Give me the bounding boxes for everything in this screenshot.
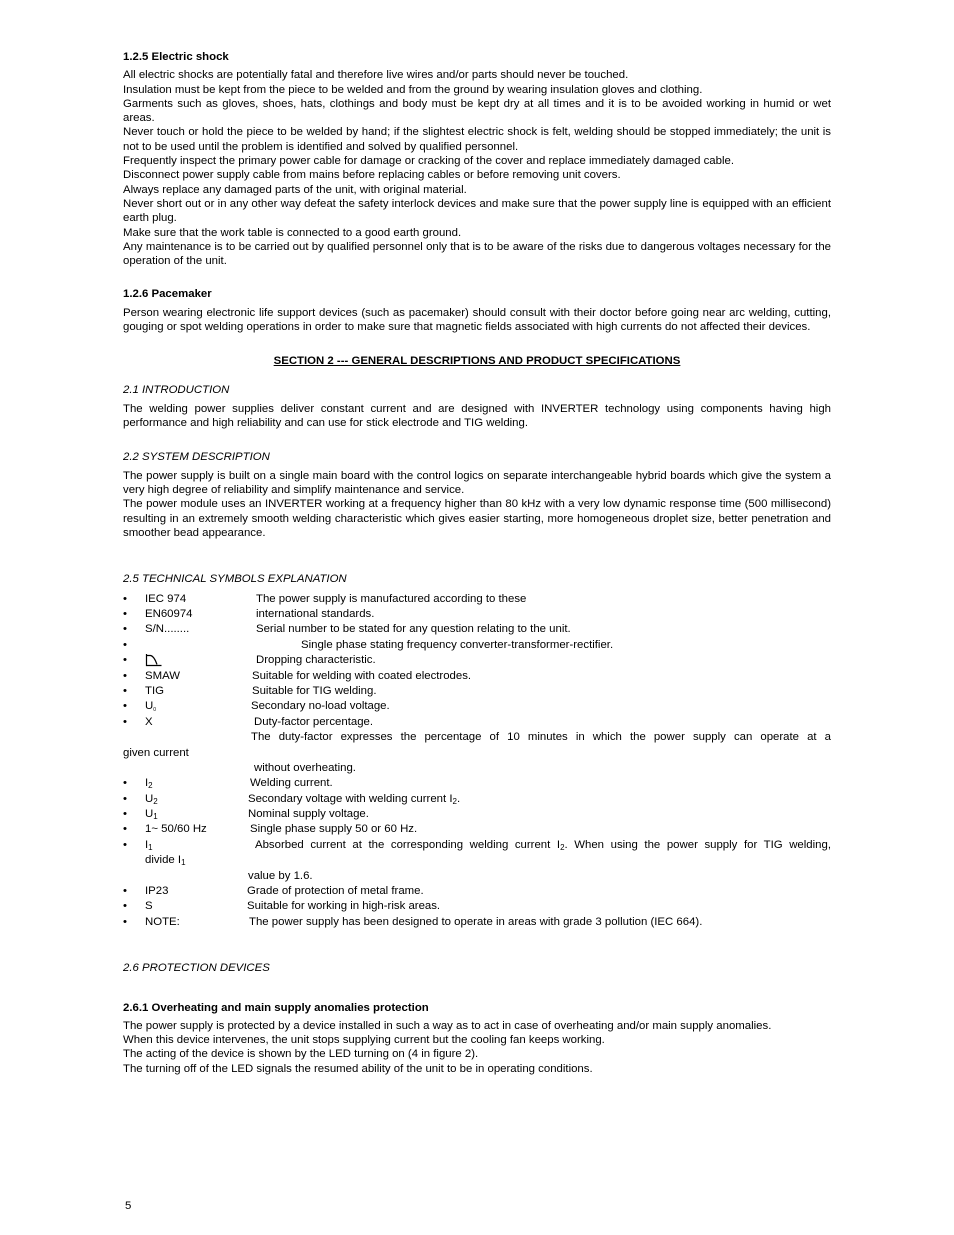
symbol-row-dropping: • Dropping characteristic. bbox=[123, 653, 831, 668]
paragraph: Never touch or hold the piece to be welded by hand; if the slightest electric shock is felt, welding should be stopped immediately; the unit is not to be used until the problem is identified and solved by qualified personnel. bbox=[123, 126, 831, 153]
heading-overheating-protection: 2.6.1 Overheating and main supply anomalies protection bbox=[123, 1001, 429, 1014]
paragraph: Insulation must be kept from the piece to be welded and from the ground by wearing insulation gloves and clothing. bbox=[123, 83, 703, 96]
symbol-row-iec: • IEC 974 The power supply is manufactured according to these bbox=[123, 592, 527, 605]
paragraph: Frequently inspect the primary power cable for damage or cracking of the cover and replace immediately damaged cable. bbox=[123, 155, 734, 168]
absorbed-current-continuation: divide $I_1$ bbox=[145, 854, 186, 868]
paragraph: All electric shocks are potentially fatal and therefore live wires and/or parts should never be touched. bbox=[123, 69, 629, 82]
duty-factor-explanation-line: given current bbox=[123, 746, 189, 759]
paragraph: The power module uses an INVERTER working at a frequency higher than 80 kHz with a very low dynamic response time (500 millisecond) resulting in an extremely smooth welding characteristic which gives easier starting, more homogeneous droplet size, better penetration and smoother bead appearance. bbox=[123, 498, 831, 540]
section-2-title: SECTION 2 --- GENERAL DESCRIPTIONS AND PRODUCT SPECIFICATIONS bbox=[273, 355, 681, 368]
paragraph: The power supply is protected by a device installed in such a way as to act in case of overheating and/or main supply anomalies. bbox=[123, 1019, 772, 1032]
paragraph: The acting of the device is shown by the LED turning on (4 in figure 2). bbox=[123, 1048, 479, 1061]
heading-system-description: 2.2 SYSTEM DESCRIPTION bbox=[123, 450, 270, 463]
paragraph: The power supply is built on a single main board with the control logics on separate interchangeable hybrid boards which give the system a very high degree of reliability and simplify maintenance and service. bbox=[123, 469, 831, 497]
paragraph: When this device intervenes, the unit stops supplying current but the cooling fan keeps working. bbox=[123, 1034, 605, 1047]
section-2-2 bbox=[123, 450, 831, 541]
section-1-2-6 bbox=[123, 287, 831, 334]
symbol-row-x: • X Duty-factor percentage. bbox=[123, 715, 374, 728]
symbol-row-ip23: • IP23 Grade of protection of metal frame. bbox=[123, 885, 424, 898]
paragraph: Disconnect power supply cable from mains before replacing cables or before removing unit covers. bbox=[123, 169, 621, 182]
heading-introduction: 2.1 INTRODUCTION bbox=[123, 383, 230, 396]
document-body bbox=[123, 50, 831, 1076]
paragraph: The welding power supplies deliver constant current and are designed with INVERTER technology using components having high performance and high reliability and can use for stick electrode and TIG welding. bbox=[123, 402, 831, 430]
heading-electric-shock: 1.2.5 Electric shock bbox=[123, 51, 229, 63]
symbol-row-u0: • $U_0$ Secondary no-load voltage. bbox=[123, 700, 390, 714]
paragraph: Garments such as gloves, shoes, hats, clothings and body must be kept dry at all times and it is to be avoided working in humid or wet areas. bbox=[123, 97, 831, 125]
symbol-row-note: • NOTE: The power supply has been designed to operate in areas with grade 3 pollution (IEC 664). bbox=[123, 915, 703, 928]
paragraph: Never short out or in any other way defeat the safety interlock devices and make sure that the power supply line is equipped with an efficient earth plug. bbox=[123, 197, 831, 225]
section-2-5 bbox=[123, 572, 831, 930]
symbol-row-en: • EN60974 international standards. bbox=[123, 608, 375, 620]
symbol-row-smaw: • SMAW Suitable for welding with coated electrodes. bbox=[123, 669, 472, 682]
absorbed-current-continuation: value by 1.6. bbox=[248, 869, 313, 882]
section-2-6 bbox=[123, 961, 831, 975]
symbol-row-hz: • 1~ 50/60 Hz Single phase supply 50 or 60 Hz. bbox=[123, 823, 418, 836]
symbol-row-i1: • $I_1$ Absorbed current at the corresponding welding current $I_2$. When using the power supply for TIG welding, bbox=[123, 838, 831, 852]
duty-factor-explanation-line: without overheating. bbox=[254, 761, 356, 774]
paragraph: Always replace any damaged parts of the unit, with original material. bbox=[123, 183, 467, 196]
symbol-row-u1: • $U_1$ Nominal supply voltage. bbox=[123, 808, 369, 822]
section-2-1 bbox=[123, 383, 831, 431]
dropping-characteristic-icon bbox=[145, 653, 163, 669]
section-1-2-5 bbox=[123, 50, 831, 268]
heading-pacemaker: 1.2.6 Pacemaker bbox=[123, 288, 212, 301]
paragraph: The turning off of the LED signals the resumed ability of the unit to be in operating conditions. bbox=[123, 1062, 593, 1075]
section-2-6-1 bbox=[123, 1001, 831, 1076]
symbol-row-i2: • $I_2$ Welding current. bbox=[123, 777, 333, 791]
heading-protection-devices: 2.6 PROTECTION DEVICES bbox=[123, 962, 270, 975]
page-number: 5 bbox=[125, 1200, 132, 1212]
symbol-row-sn: • S/N........ Serial number to be stated for any question relating to the unit. bbox=[123, 623, 571, 636]
symbol-row-converter: • Single phase stating frequency converter-transformer-rectifier. bbox=[123, 638, 614, 651]
paragraph: Person wearing electronic life support devices (such as pacemaker) should consult with their doctor before going near arc welding, cutting, gouging or spot welding operations in order to make sure that magnetic fields associated with high currents do not affected their devices. bbox=[123, 306, 831, 334]
paragraph: Any maintenance is to be carried out by qualified personnel only that is to be aware of the risks due to dangerous voltages necessary for the operation of the unit. bbox=[123, 240, 831, 268]
symbol-row-s: • S Suitable for working in high-risk areas. bbox=[123, 900, 441, 913]
duty-factor-explanation-line: The duty-factor expresses the percentage of 10 minutes in which the power supply can operate at a bbox=[251, 731, 831, 744]
heading-technical-symbols: 2.5 TECHNICAL SYMBOLS EXPLANATION bbox=[123, 573, 347, 586]
symbol-row-u2: • $U_2$ Secondary voltage with welding current $I_2$. bbox=[123, 792, 461, 806]
paragraph: Make sure that the work table is connected to a good earth ground. bbox=[123, 226, 462, 239]
symbol-row-tig: • TIG Suitable for TIG welding. bbox=[123, 684, 377, 697]
